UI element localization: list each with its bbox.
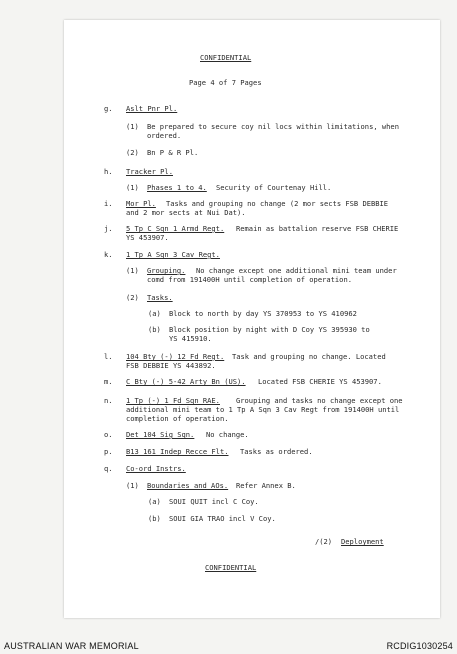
item-l-title: 104 Bty (-) 12 Fd Regt. — [126, 352, 225, 361]
item-i-text: Tasks and grouping no change (2 mor sects FSB DEBBIE — [166, 199, 389, 208]
item-k-sub2a-num: (a) — [148, 309, 161, 318]
item-k-sub1-text: No change except one additional mini team under — [196, 266, 397, 275]
item-p-title: B13 161 Indep Recce Flt. — [126, 447, 229, 456]
item-g-sub2-text: Bn P & R Pl. — [147, 148, 199, 157]
item-q-sub1a-num: (a) — [148, 497, 161, 506]
item-m-letter: m. — [104, 377, 113, 386]
item-k-sub1-title: Grouping. — [147, 266, 186, 275]
item-q-sub1-title: Boundaries and AOs. — [147, 481, 229, 490]
item-l-letter: l. — [104, 352, 113, 361]
item-k-sub1-num: (1) — [126, 266, 139, 275]
item-i-letter: i. — [104, 199, 113, 208]
item-k-sub2a-text: Block to north by day YS 370953 to YS 410962 — [169, 309, 357, 318]
item-o-letter: o. — [104, 430, 113, 439]
item-j-letter: j. — [104, 224, 113, 233]
item-m-text: Located FSB CHERIE YS 453907. — [258, 377, 382, 386]
item-n-text: Grouping and tasks no change except one — [236, 396, 403, 405]
item-n-title: 1 Tp (-) 1 Fd Sqn RAE. — [126, 396, 220, 405]
item-g-sub1-text-cont: ordered. — [147, 131, 182, 140]
item-q-sub1-num: (1) — [126, 481, 139, 490]
item-o-text: No change. — [206, 430, 249, 439]
archive-reference: RCDIG1030254 — [386, 641, 453, 651]
item-i-text-cont: and 2 mor sects at Nui Dat). — [126, 208, 246, 217]
item-k-sub2b-text-cont: YS 415910. — [169, 334, 212, 343]
item-m-title: C Bty (-) 5-42 Arty Bn (US). — [126, 377, 246, 386]
item-h-sub1-title: Phases 1 to 4. — [147, 183, 207, 192]
archive-name: AUSTRALIAN WAR MEMORIAL — [4, 641, 139, 651]
continuation-label: Deployment — [341, 537, 384, 546]
item-q-sub1-text: Refer Annex B. — [236, 481, 296, 490]
continuation-prefix: /(2) — [315, 537, 333, 546]
item-q-sub1b-num: (b) — [148, 514, 161, 523]
item-g-sub1-text: Be prepared to secure coy nil locs within limitations, when — [147, 122, 399, 131]
item-k-sub2b-num: (b) — [148, 325, 161, 334]
item-h-sub1-text: Security of Courtenay Hill. — [216, 183, 332, 192]
item-k-title: 1 Tp A Sqn 3 Cav Regt. — [126, 250, 220, 259]
classification-footer: CONFIDENTIAL — [205, 563, 257, 572]
item-k-sub2-num: (2) — [126, 293, 139, 302]
item-h-sub1-num: (1) — [126, 183, 139, 192]
item-j-text: Remain as battalion reserve FSB CHERIE — [236, 224, 399, 233]
item-i-title: Mor Pl. — [126, 199, 156, 208]
item-q-sub1b-text: SOUI GIA TRAO incl V Coy. — [169, 514, 276, 523]
item-k-sub2-title: Tasks. — [147, 293, 173, 302]
item-g-letter: g. — [104, 104, 113, 113]
item-q-sub1a-text: SOUI QUIT incl C Coy. — [169, 497, 259, 506]
item-g-sub1-num: (1) — [126, 122, 139, 131]
item-k-sub2b-text: Block position by night with D Coy YS 395930 to — [169, 325, 370, 334]
item-n-letter: n. — [104, 396, 113, 405]
item-p-text: Tasks as ordered. — [240, 447, 313, 456]
item-j-title: 5 Tp C Sqn 1 Armd Regt. — [126, 224, 225, 233]
item-n-text-cont: additional mini team to 1 Tp A Sqn 3 Cav Regt from 191400H until — [126, 405, 400, 414]
item-o-title: Det 104 Sig Sqn. — [126, 430, 195, 439]
item-q-letter: q. — [104, 464, 113, 473]
item-l-text: Task and grouping no change. Located — [232, 352, 386, 361]
item-k-sub1-text-cont: comd from 191400H until completion of operation. — [147, 275, 352, 284]
item-p-letter: p. — [104, 447, 113, 456]
item-q-title: Co-ord Instrs. — [126, 464, 186, 473]
item-j-text-cont: YS 453907. — [126, 233, 169, 242]
classification-header: CONFIDENTIAL — [200, 53, 252, 62]
item-g-sub2-num: (2) — [126, 148, 139, 157]
item-h-title: Tracker Pl. — [126, 167, 173, 176]
archive-footer — [0, 632, 457, 654]
item-n-text-cont2: completion of operation. — [126, 414, 229, 423]
item-h-letter: h. — [104, 167, 113, 176]
item-g-title: Aslt Pnr Pl. — [126, 104, 178, 113]
item-k-letter: k. — [104, 250, 113, 259]
page-number: Page 4 of 7 Pages — [189, 78, 262, 87]
item-l-text-cont: FSB DEBBIE YS 443892. — [126, 361, 216, 370]
document-page — [64, 20, 440, 618]
